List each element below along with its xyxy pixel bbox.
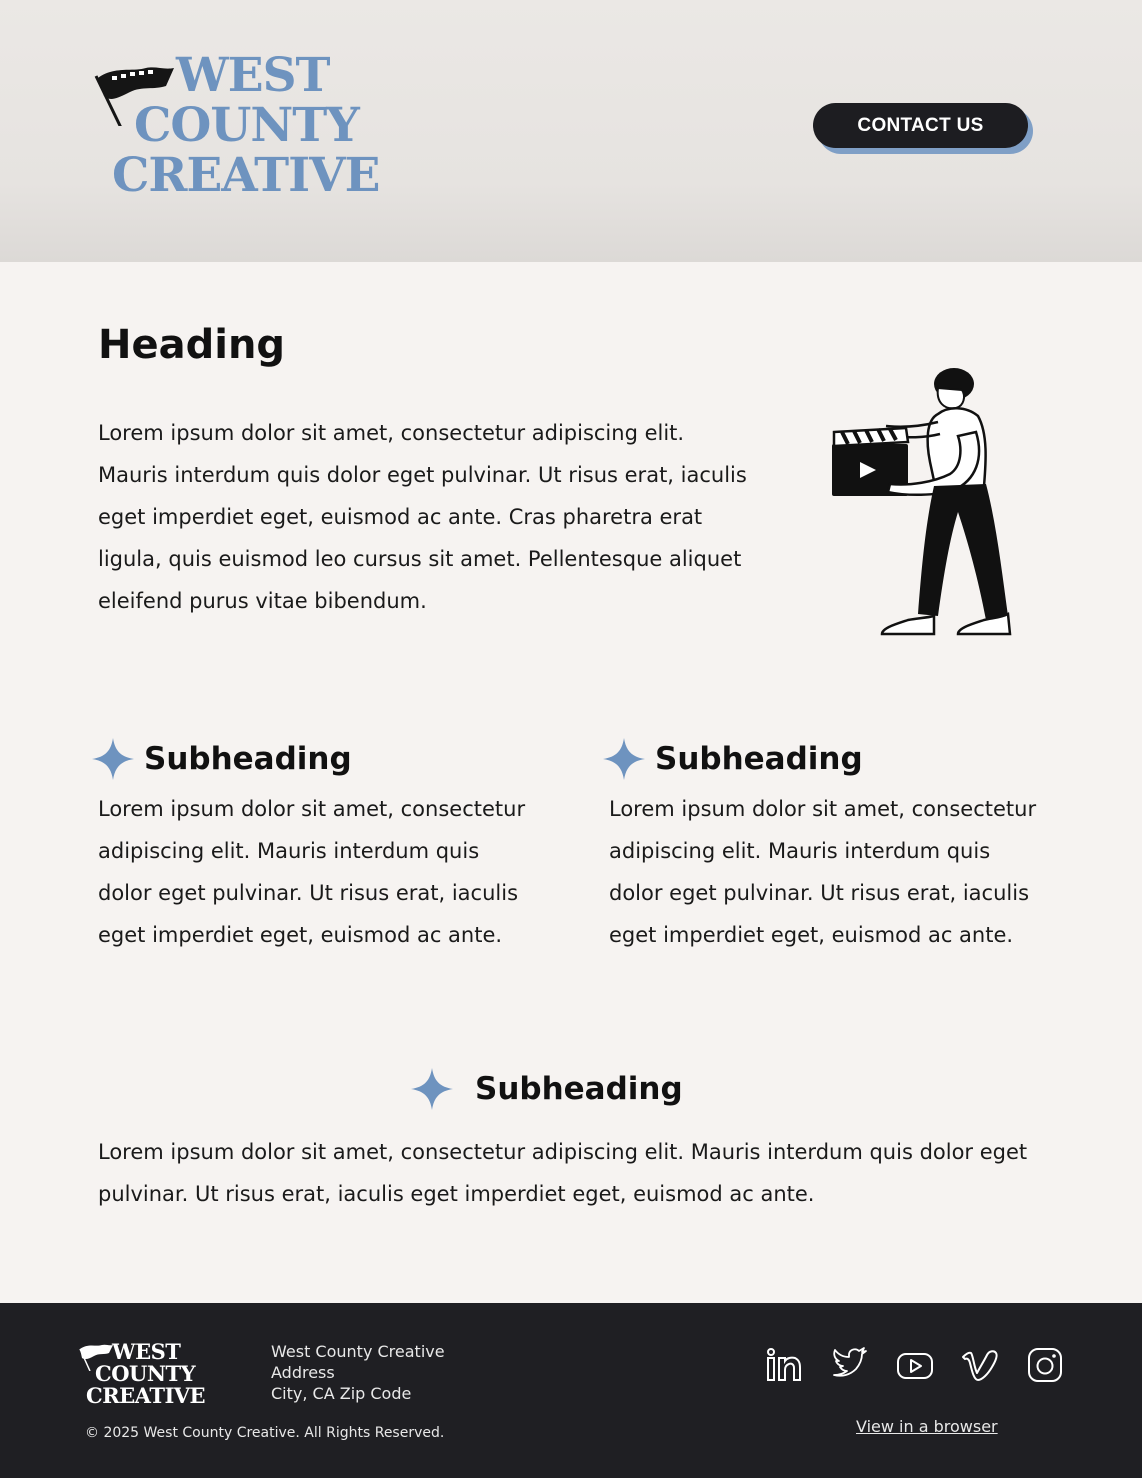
page-heading: Heading: [98, 322, 286, 368]
instagram-icon[interactable]: [1025, 1345, 1065, 1385]
section-3-title: Subheading: [475, 1071, 683, 1107]
logo-text-creative: CREATIVE: [112, 148, 380, 203]
header: [0, 0, 1142, 262]
section-3-header: [411, 1068, 683, 1110]
intro-paragraph: Lorem ipsum dolor sit amet, consectetur adipiscing elit. Mauris interdum quis dolor eget pulvinar. Ut risus erat, iaculis eget imperdiet eget, euismod ac ante. Cras pharetra erat ligula, quis euismod leo cursus sit amet. Pellentesque aliquet eleifend purus vitae bibendum.: [98, 421, 747, 613]
footer-city-line: City, CA Zip Code: [271, 1384, 412, 1403]
footer-logo-county: COUNTY: [95, 1361, 196, 1386]
section-1-text: Lorem ipsum dolor sit amet, consectetur adipiscing elit. Mauris interdum quis dolor eget pulvinar. Ut risus erat, iaculis eget imperdiet eget, euismod ac ante.: [98, 797, 526, 947]
contact-button-wrapper: [813, 103, 1035, 155]
section-2-title: Subheading: [655, 741, 863, 777]
section-1-title: Subheading: [144, 741, 352, 777]
social-links: [763, 1345, 1063, 1385]
section-2: [603, 736, 1053, 956]
footer-company-name: West County Creative: [271, 1342, 445, 1361]
section-1: [92, 736, 542, 956]
youtube-icon[interactable]: [895, 1345, 935, 1385]
twitter-icon[interactable]: [830, 1345, 870, 1385]
logo-text-west: WEST: [176, 48, 330, 103]
section-2-header: [603, 736, 1053, 782]
footer-logo[interactable]: [78, 1339, 218, 1411]
logo-text-county: COUNTY: [134, 98, 359, 153]
person-with-clapperboard-illustration: [826, 362, 1016, 644]
vimeo-icon[interactable]: [960, 1345, 1000, 1385]
footer-logo-creative: CREATIVE: [86, 1383, 206, 1408]
footer-address-line: Address: [271, 1363, 335, 1382]
sparkle-star-icon: [92, 738, 134, 780]
footer-logo-west: WEST: [112, 1339, 181, 1364]
contact-us-button[interactable]: CONTACT US: [813, 103, 1028, 148]
sparkle-star-icon: [603, 738, 645, 780]
footer: [0, 1303, 1142, 1478]
sparkle-star-icon: [411, 1068, 453, 1110]
linkedin-icon[interactable]: [763, 1345, 803, 1385]
brand-logo[interactable]: [92, 48, 422, 218]
view-in-browser-link[interactable]: View in a browser: [856, 1417, 998, 1436]
footer-copyright: © 2025 West County Creative. All Rights Reserved.: [85, 1425, 445, 1441]
footer-address: [271, 1341, 445, 1404]
section-1-header: [92, 736, 542, 782]
section-2-text: Lorem ipsum dolor sit amet, consectetur adipiscing elit. Mauris interdum quis dolor eget pulvinar. Ut risus erat, iaculis eget imperdiet eget, euismod ac ante.: [609, 797, 1037, 947]
section-3-text: Lorem ipsum dolor sit amet, consectetur adipiscing elit. Mauris interdum quis dolor eget pulvinar. Ut risus erat, iaculis eget imperdiet eget, euismod ac ante.: [98, 1140, 1028, 1206]
